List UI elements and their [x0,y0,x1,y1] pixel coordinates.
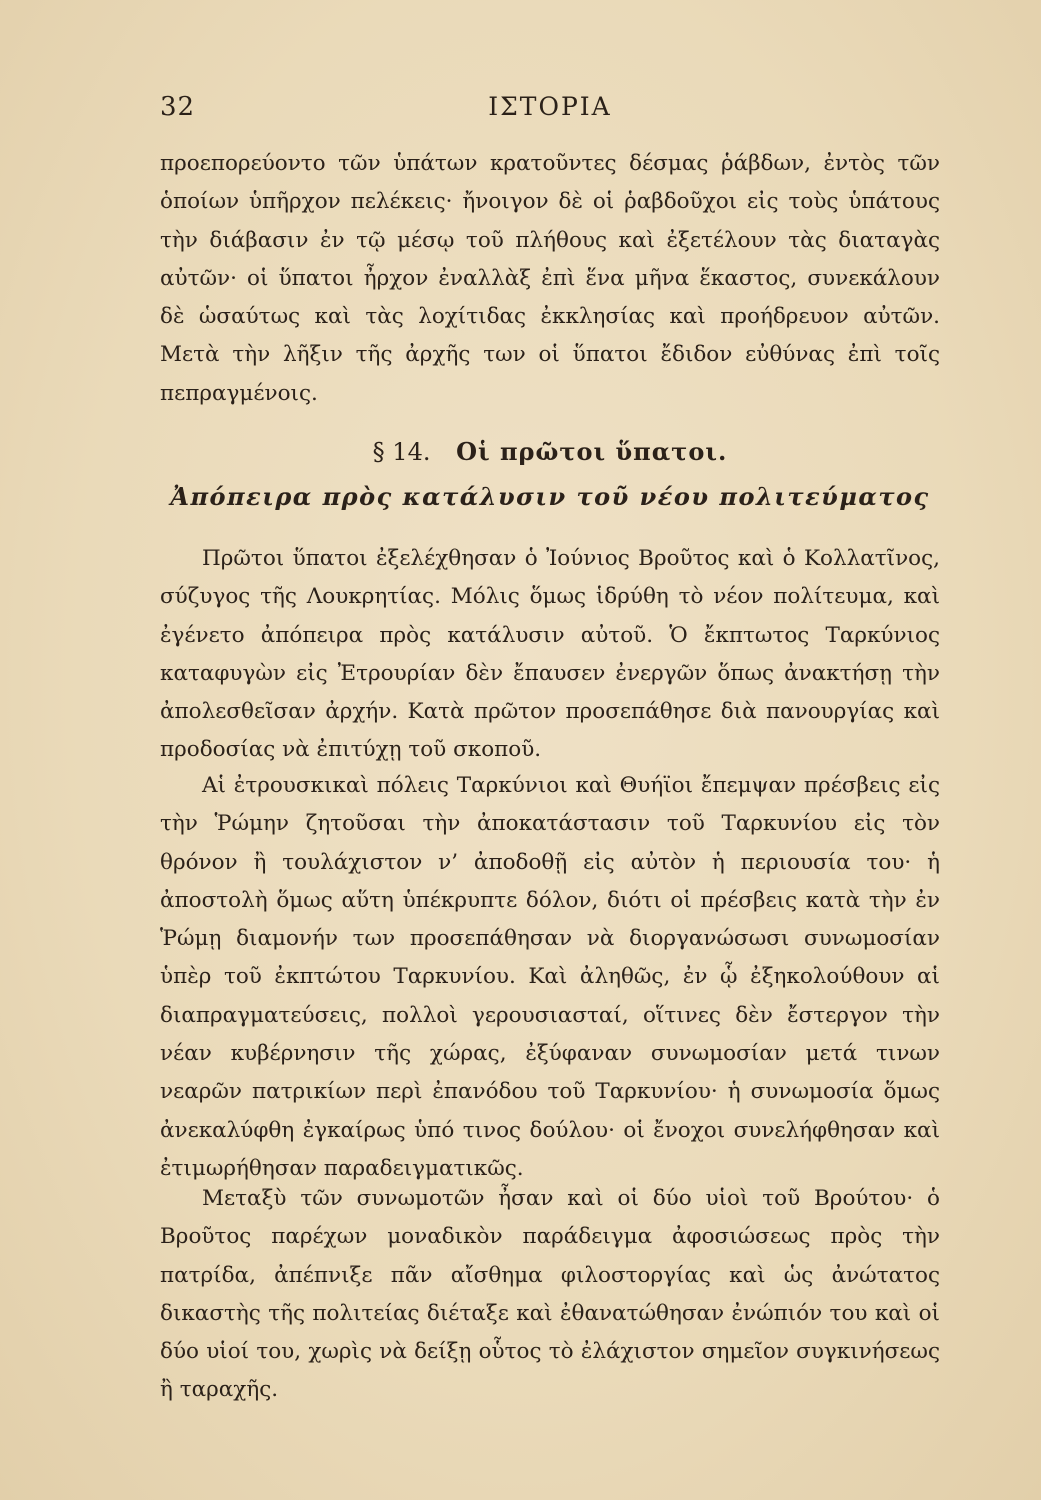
page-number: 32 [160,92,196,122]
section-title: Οἱ πρῶτοι ὕπατοι. [456,437,728,466]
paragraph-3: Αἱ ἐτρουσκικαὶ πόλεις Ταρκύνιοι καὶ Θυήϊοι ἔπεμψαν πρέσβεις εἰς τὴν Ῥώμην ζητοῦσαι τὴν ἀποκατάστασιν τοῦ Ταρκυνίου εἰς τὸν θρόνον ἢ τουλάχιστον ν’ ἀποδοθῇ εἰς αὐτὸν ἡ περιουσία του· ἡ ἀποστολὴ ὅμως αὕτη ὑπέκρυπτε δόλον, διότι οἱ πρέσβεις κατὰ τὴν ἐν Ῥώμῃ διαμονήν των προσεπάθησαν νὰ διοργανώσωσι συνωμοσίαν ὑπὲρ τοῦ ἐκπτώτου Ταρκυνίου. Καὶ ἀληθῶς, ἐν ᾧ ἐξηκολούθουν αἱ διαπραγματεύσεις, πολλοὶ γερουσιασταί, οἵτινες δὲν ἔστεργον τὴν νέαν κυβέρνησιν τῆς χώρας, ἐξύφαναν συνωμοσίαν μετά τινων νεαρῶν πατρικίων περὶ ἐπανόδου τοῦ Ταρκυνίου· ἡ συνωμοσία ὅμως ἀνεκαλύφθη ἐγκαίρως ὑπό τινος δούλου· οἱ ἔνοχοι συνελήφθησαν καὶ ἐτιμωρήθησαν παραδειγματικῶς. [160,773,940,1181]
page-header [160,92,940,132]
section-number: § 14. [372,438,431,466]
section-heading [160,437,940,466]
paragraph-4: Μεταξὺ τῶν συνωμοτῶν ἦσαν καὶ οἱ δύο υἱοὶ τοῦ Βρούτου· ὁ Βροῦτος παρέχων μοναδικὸν παράδειγμα ἀφοσιώσεως πρὸς τὴν πατρίδα, ἀπέπνιξε πᾶν αἴσθημα φιλοστοργίας καὶ ὡς ἀνώτατος δικαστὴς τῆς πολιτείας διέταξε καὶ ἐθανατώθησαν ἐνώπιόν του καὶ οἱ δύο υἱοί του, χωρὶς νὰ δείξῃ οὗτος τὸ ἐλάχιστον σημεῖον συγκινήσεως ἢ ταραχῆς. [160,1186,940,1403]
paragraph-1: προεπορεύοντο τῶν ὑπάτων κρατοῦντες δέσμας ῥάβδων, ἐντὸς τῶν ὁποίων ὑπῆρχον πελέκεις· ἤνοιγον δὲ οἱ ῥαβδοῦχοι εἰς τοὺς ὑπάτους τὴν διάβασιν ἐν τῷ μέσῳ τοῦ πλήθους καὶ ἐξετέλουν τὰς διαταγὰς αὐτῶν· οἱ ὕπατοι ἦρχον ἐναλλὰξ ἐπὶ ἕνα μῆνα ἕκαστος, συνεκάλουν δὲ ὡσαύτως καὶ τὰς λοχίτιδας ἐκκλησίας καὶ προήδρευον αὐτῶν. Μετὰ τὴν λῆξιν τῆς ἀρχῆς των οἱ ὕπατοι ἔδιδον εὐθύνας ἐπὶ τοῖς πεπραγμένοις. [160,151,940,406]
paragraph-2: Πρῶτοι ὕπατοι ἐξελέχθησαν ὁ Ἰούνιος Βροῦτος καὶ ὁ Κολλατῖνος, σύζυγος τῆς Λουκρητίας. Μόλις ὅμως ἱδρύθη τὸ νέον πολίτευμα, καὶ ἐγένετο ἀπόπειρα πρὸς κατάλυσιν αὐτοῦ. Ὁ ἔκπτωτος Ταρκύνιος καταφυγὼν εἰς Ἐτρουρίαν δὲν ἔπαυσεν ἐνεργῶν ὅπως ἀνακτήσῃ τὴν ἀπολεσθεῖσαν ἀρχήν. Κατὰ πρῶτον προσεπάθησε διὰ πανουργίας καὶ προδοσίας νὰ ἐπιτύχῃ τοῦ σκοποῦ. [160,546,940,763]
section-subtitle: Ἀπόπειρα πρὸς κατάλυσιν τοῦ νέου πολιτεύματος [170,482,930,511]
running-title: ΙΣΤΟΡΙΑ [488,92,612,121]
